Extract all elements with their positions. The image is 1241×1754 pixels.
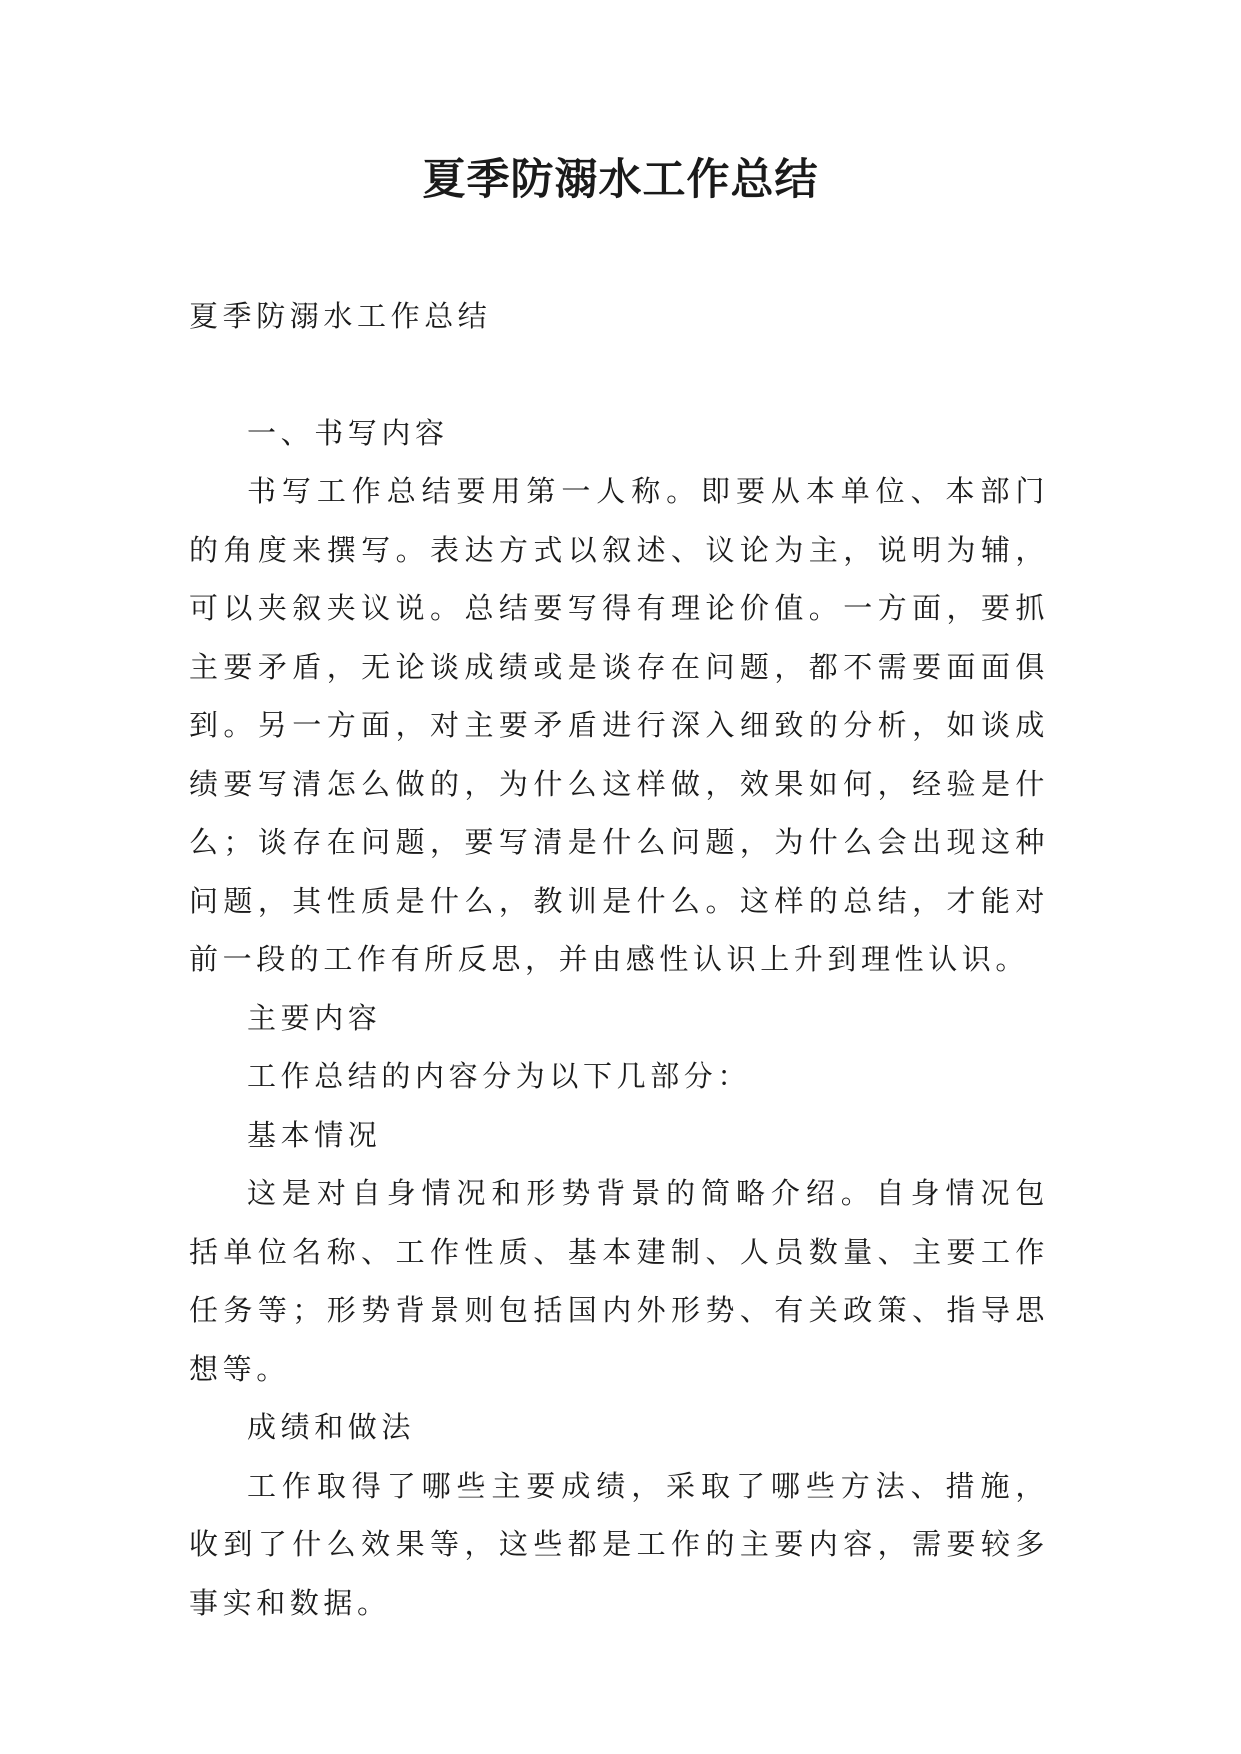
section-heading-achievements: 成绩和做法 xyxy=(247,1410,416,1444)
paragraph-writing-guidance: 书写工作总结要用第一人称。即要从本单位、本部门的角度来撰写。表达方式以叙述、议论为主，说明为辅，可以夹叙夹议说。总结要写得有理论价值。一方面，要抓主要矛盾，无论谈成绩或是谈存在问题，都不需要面面俱到。另一方面，对主要矛盾进行深入细致的分析，如谈成绩要写清怎么做的，为什么这样做，效果如何，经验是什么；谈存在问题，要写清是什么问题，为什么会出现这种问题，其性质是什么，教训是什么。这样的总结，才能对前一段的工作有所反思，并由感性认识上升到理性认识。 xyxy=(189,474,1049,976)
section-heading-main-content: 主要内容 xyxy=(247,1000,382,1035)
paragraph-content-parts: 工作总结的内容分为以下几部分： xyxy=(247,1059,752,1093)
paragraph-achievements: 工作取得了哪些主要成绩，采取了哪些方法、措施，收到了什么效果等，这些都是工作的主要内容，需要较多事实和数据。 xyxy=(189,1468,1049,1620)
paragraph-basic-situation: 这是对自身情况和形势背景的简略介绍。自身情况包括单位名称、工作性质、基本建制、人员数量、主要工作任务等；形势背景则包括国内外形势、有关政策、指导思想等。 xyxy=(189,1176,1049,1386)
section-heading-writing-content: 一、书写内容 xyxy=(247,415,449,450)
document-subtitle: 夏季防溺水工作总结 xyxy=(189,299,492,333)
document-body xyxy=(189,287,1049,1632)
section-heading-basic-situation: 基本情况 xyxy=(247,1117,382,1152)
document-title: 夏季防溺水工作总结 xyxy=(422,155,819,205)
